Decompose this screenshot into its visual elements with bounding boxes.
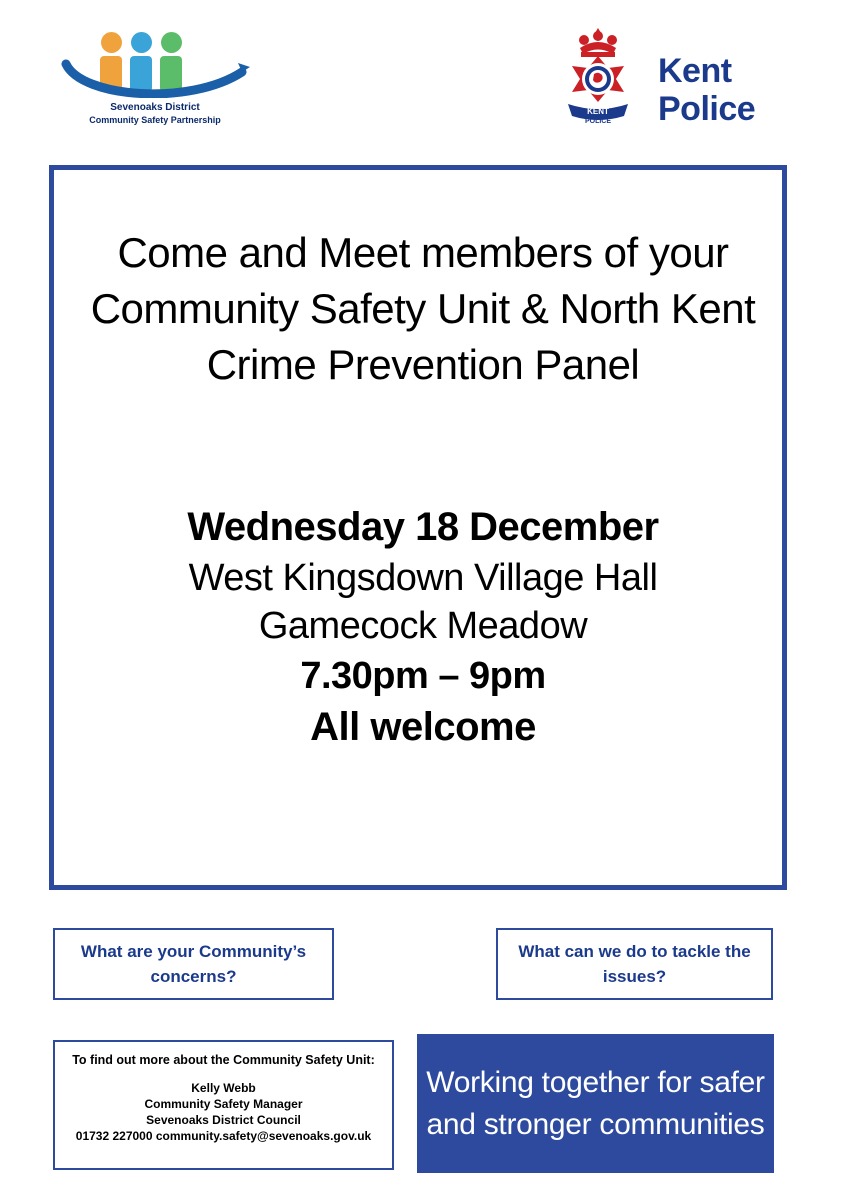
contact-information-box (53, 1040, 394, 1170)
svg-text:POLICE: POLICE (584, 118, 612, 125)
contact-phone-email: 01732 227000 community.safety@sevenoaks.gov.uk (75, 1129, 372, 1143)
partnership-slogan: Working together for safer and stronger communities (417, 1034, 774, 1173)
question-box-actions: What can we do to tackle the issues? (496, 928, 773, 1000)
swoosh-icon (60, 50, 250, 98)
event-details (84, 500, 762, 752)
event-time: 7.30pm – 9pm (300, 655, 546, 697)
contact-intro: To find out more about the Community Safety Unit: (72, 1053, 375, 1067)
kent-police-logo (540, 20, 800, 135)
event-address: Gamecock Meadow (258, 605, 588, 647)
sevenoaks-partnership-logo (60, 22, 250, 137)
event-welcome-note: All welcome (310, 705, 536, 749)
event-date: Wednesday 18 December (187, 505, 659, 549)
partnership-name-line1: Sevenoaks District (110, 102, 200, 113)
event-venue: West Kingsdown Village Hall (188, 557, 658, 599)
kent-police-crest-icon (550, 26, 646, 130)
contact-role: Community Safety Manager (144, 1097, 303, 1111)
kent-police-title-line2: Police (658, 90, 756, 128)
partnership-logo-text (60, 102, 250, 126)
contact-organisation: Sevenoaks District Council (146, 1113, 301, 1127)
poster-header (0, 0, 848, 150)
poster-headline: Come and Meet members of your Community Safety Unit & North Kent Crime Prevention Panel (90, 229, 756, 388)
main-announcement-panel (49, 165, 787, 890)
question-box-concerns: What are your Community’s concerns? (53, 928, 334, 1000)
contact-name: Kelly Webb (191, 1081, 256, 1095)
svg-text:KENT: KENT (587, 107, 609, 116)
partnership-name-line2: Community Safety Partnership (89, 115, 221, 125)
kent-police-title-line1: Kent (658, 52, 732, 90)
kent-police-wordmark (658, 52, 755, 128)
